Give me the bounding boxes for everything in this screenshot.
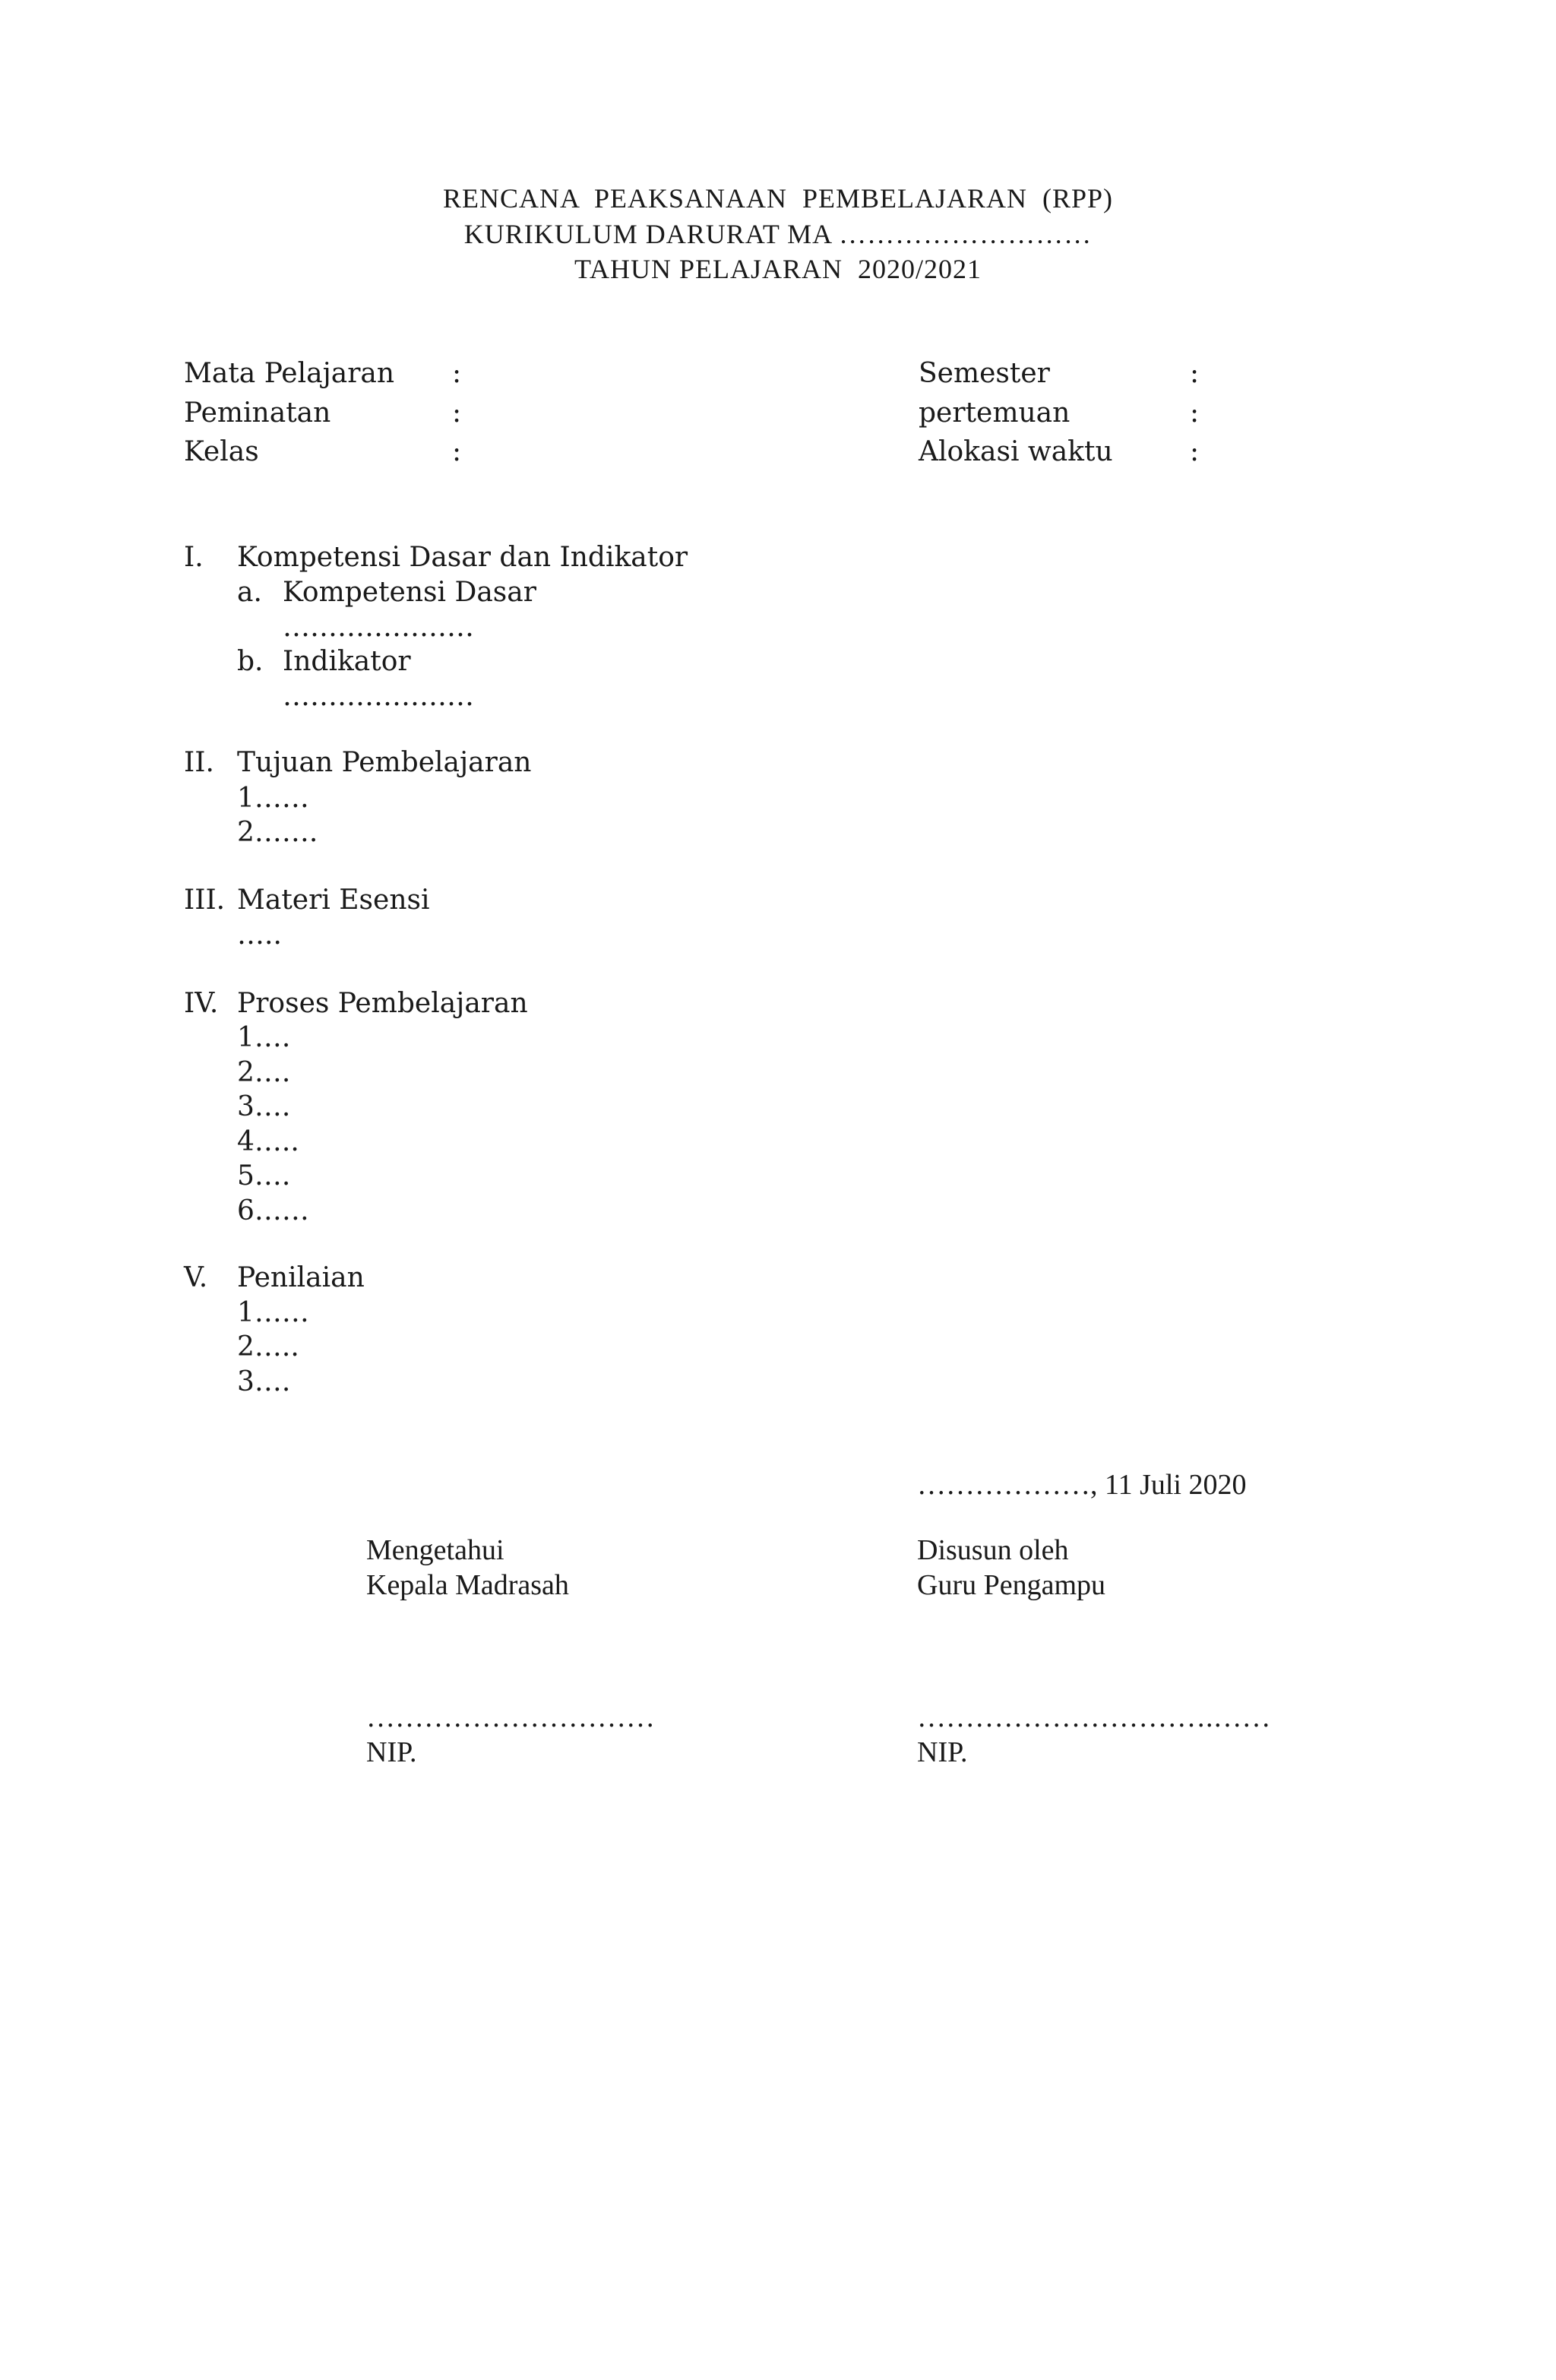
signer-left-nip: NIP. xyxy=(366,1736,417,1768)
identity-label-alokasi-waktu: Alokasi waktu xyxy=(919,436,1113,467)
subsection-label: Indikator xyxy=(283,646,411,677)
identity-colon: : xyxy=(1190,436,1200,467)
identity-colon: : xyxy=(452,436,462,467)
list-item: 2….. xyxy=(237,1331,299,1362)
signer-right-title: Guru Pengampu xyxy=(917,1569,1106,1601)
identity-label-kelas: Kelas xyxy=(184,436,259,467)
section-title: Materi Esensi xyxy=(237,885,430,916)
signer-right-nip: NIP. xyxy=(917,1736,968,1768)
section-numeral: I. xyxy=(184,542,204,573)
signer-left-title: Kepala Madrasah xyxy=(366,1569,569,1601)
section-title: Tujuan Pembelajaran xyxy=(237,747,532,778)
list-item: 5…. xyxy=(237,1160,291,1192)
placeholder-dots: ………………… xyxy=(283,681,474,712)
subsection-marker: b. xyxy=(237,646,264,677)
signer-left-name-dots: ………………………… xyxy=(366,1701,655,1733)
list-item: 1…… xyxy=(237,1297,309,1328)
subsection-marker: a. xyxy=(237,577,262,608)
identity-colon: : xyxy=(1190,358,1200,389)
list-item: 3…. xyxy=(237,1091,291,1122)
doc-subtitle-year: TAHUN PELAJARAN 2020/2021 xyxy=(574,254,982,284)
signer-left-line1: Mengetahui xyxy=(366,1534,504,1566)
list-item: 1…… xyxy=(237,783,309,814)
section-numeral: IV. xyxy=(184,988,219,1019)
signer-right-name-dots: ………………………….…… xyxy=(917,1701,1271,1733)
list-item: 1…. xyxy=(237,1022,291,1053)
section-numeral: V. xyxy=(184,1262,208,1293)
place-date: ………………, 11 Juli 2020 xyxy=(917,1469,1247,1501)
section-title: Proses Pembelajaran xyxy=(237,988,528,1019)
signer-right-line1: Disusun oleh xyxy=(917,1534,1069,1566)
list-item: 2……. xyxy=(237,817,318,848)
doc-title: RENCANA PEAKSANAAN PEMBELAJARAN (RPP) xyxy=(442,183,1114,214)
list-item: 2…. xyxy=(237,1057,291,1088)
identity-label-pertemuan: pertemuan xyxy=(919,397,1071,429)
section-numeral: III. xyxy=(184,885,226,916)
subsection-label: Kompetensi Dasar xyxy=(283,577,536,608)
identity-label-semester: Semester xyxy=(919,358,1050,389)
identity-colon: : xyxy=(1190,397,1200,429)
list-item: 3…. xyxy=(237,1366,291,1397)
placeholder-dots: ………………… xyxy=(283,612,474,643)
section-title: Kompetensi Dasar dan Indikator xyxy=(237,542,688,573)
list-item: 6…… xyxy=(237,1195,309,1226)
doc-subtitle-curriculum: KURIKULUM DARURAT MA ……………………… xyxy=(463,219,1093,249)
placeholder-dots: ….. xyxy=(237,919,282,951)
identity-label-mata-pelajaran: Mata Pelajaran xyxy=(184,358,395,389)
identity-colon: : xyxy=(452,358,462,389)
list-item: 4….. xyxy=(237,1126,299,1157)
section-numeral: II. xyxy=(184,747,214,778)
identity-label-peminatan: Peminatan xyxy=(184,397,331,429)
identity-colon: : xyxy=(452,397,462,429)
section-title: Penilaian xyxy=(237,1262,365,1293)
